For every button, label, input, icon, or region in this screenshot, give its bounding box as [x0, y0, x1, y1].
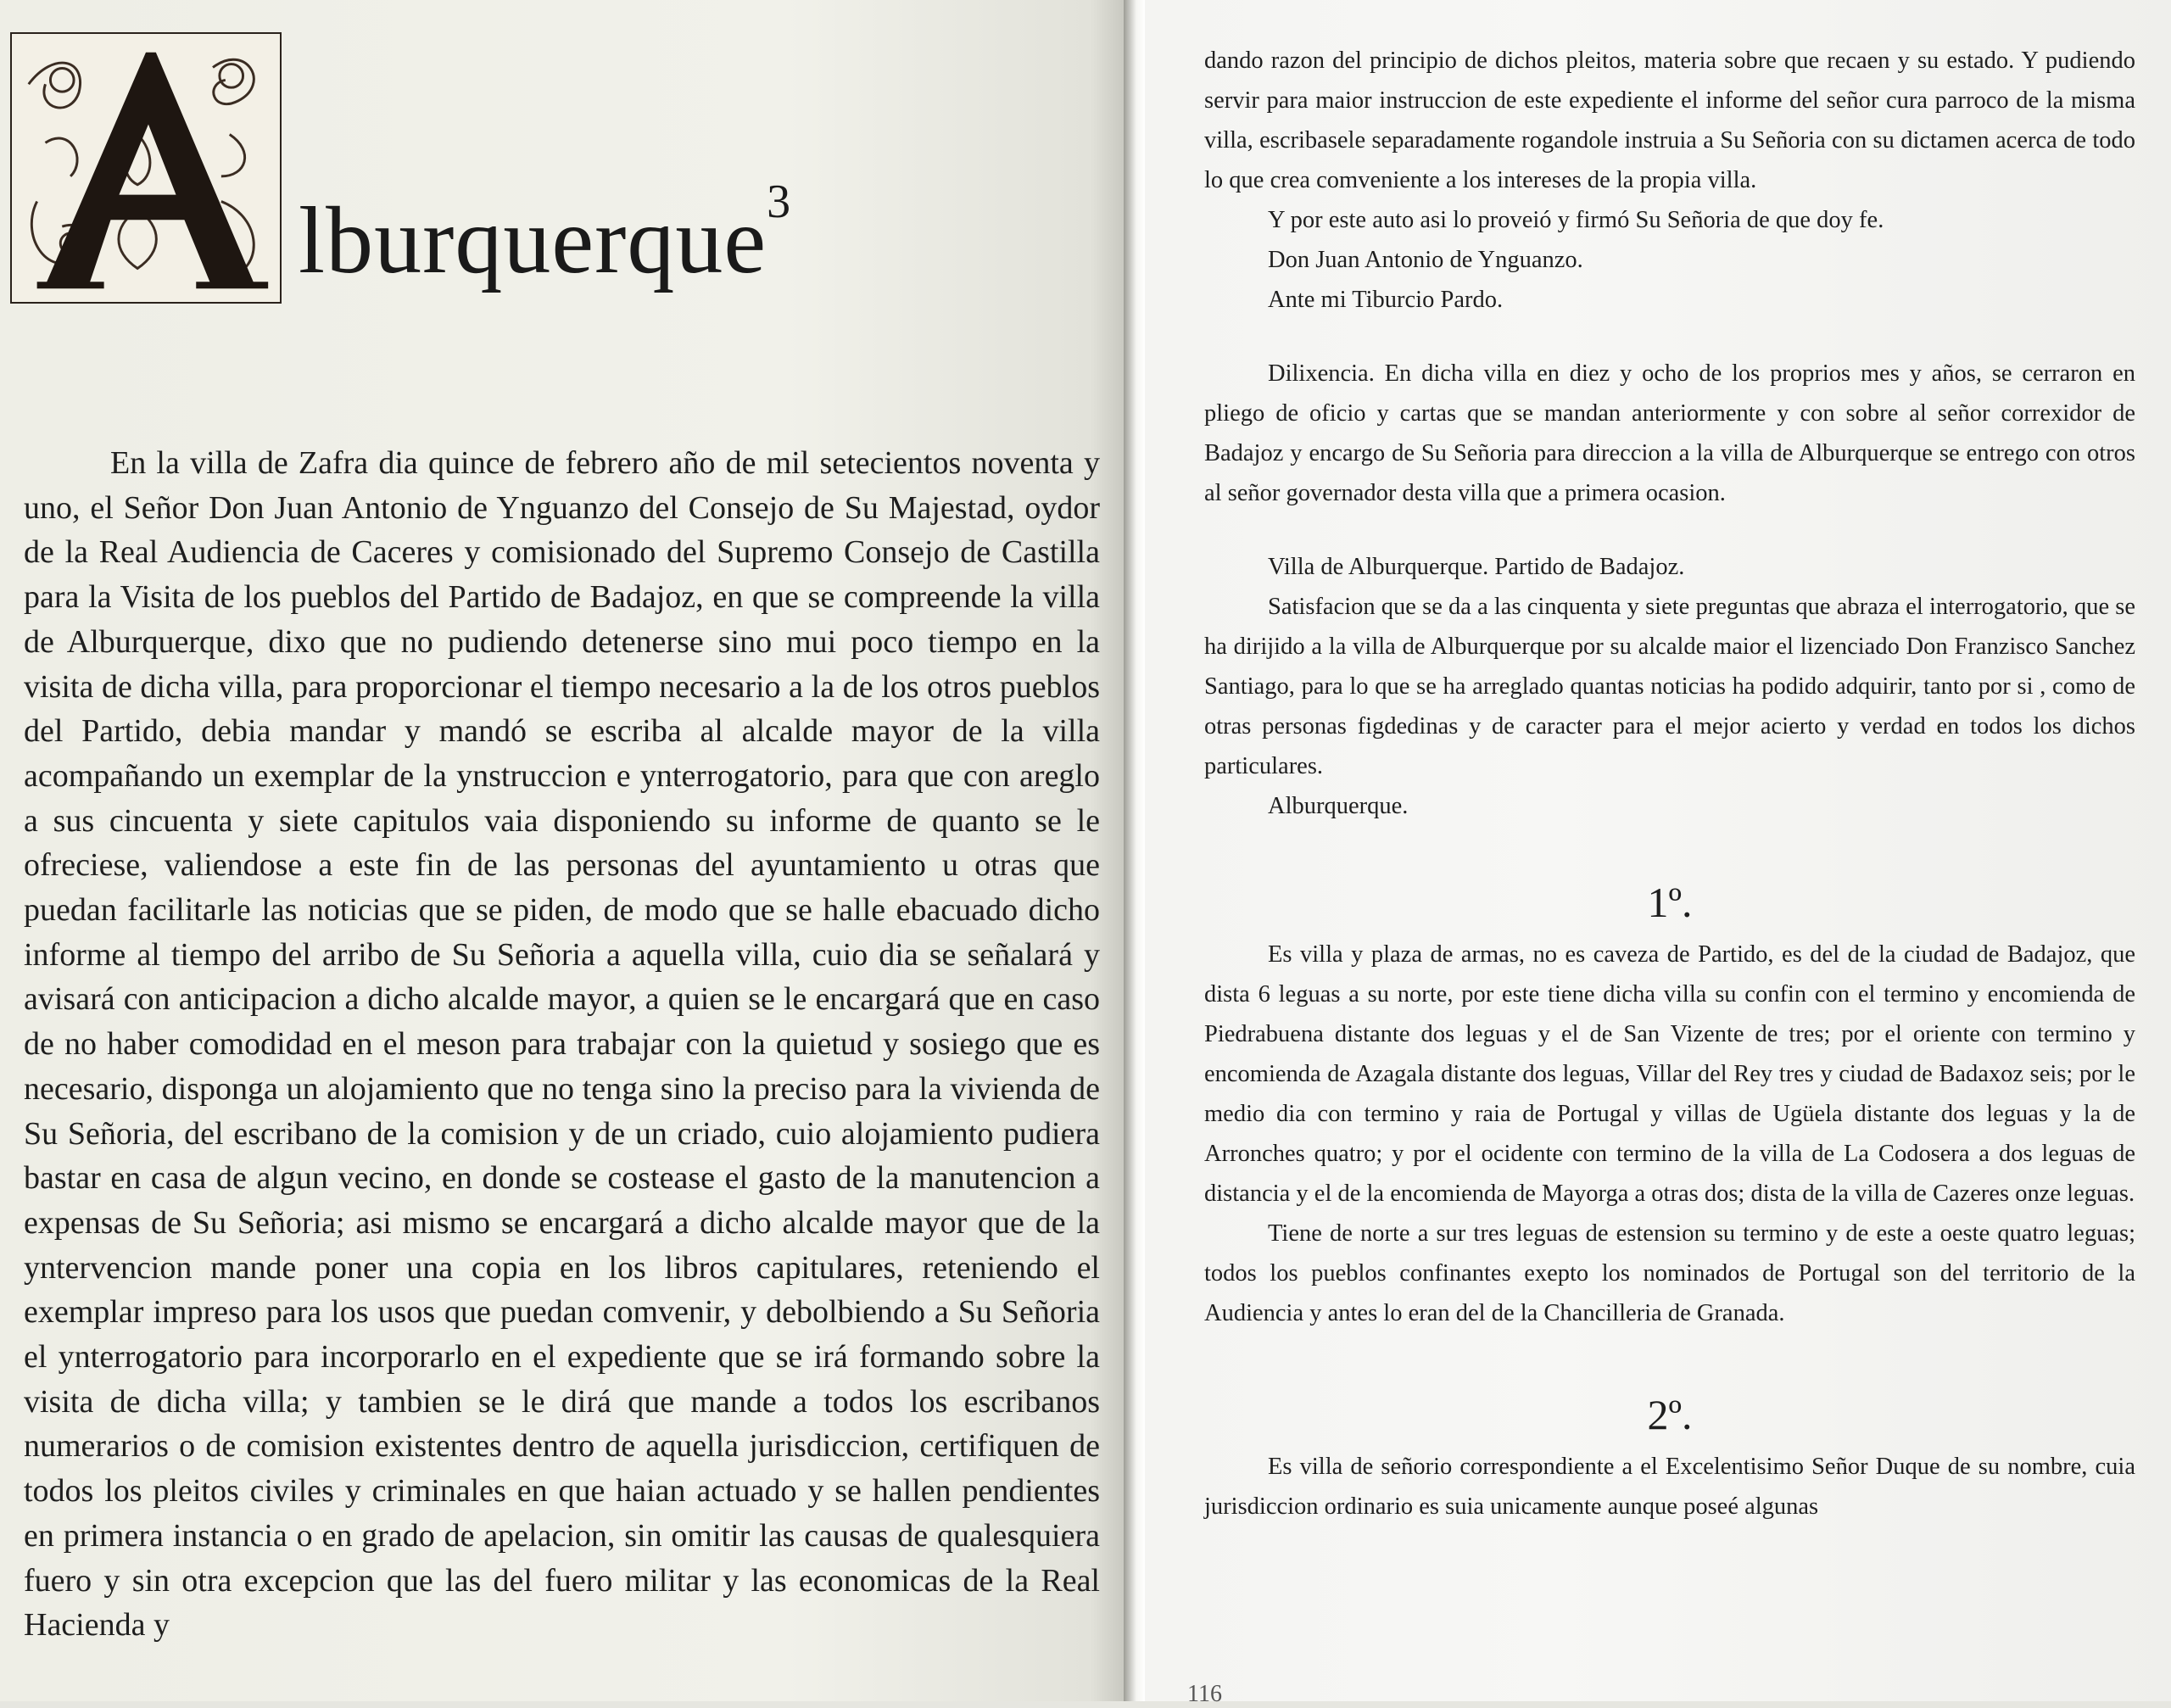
section-number: 1º.	[1647, 879, 1693, 926]
footnote-marker: 3	[767, 176, 792, 228]
signature-line: Don Juan Antonio de Ynguanzo.	[1268, 247, 1583, 273]
body-paragraph: En la villa de Zafra dia quince de febrero año de mil setecientos noventa y uno, el Señor Don Juan Antonio de Ynguanzo del Consejo de Su Majestad, oydor de la Real Audiencia de Caceres y comisionado del Supremo Consejo de Castilla para la Visita de los pueblos del Partido de Badajoz, en que se compreende la villa de Alburquerque, dixo que no pudiendo detenerse sino mui poco tiempo en la visita de dicha villa, para proporcionar el tiempo necesario a la de los otros pueblos del Partido, debia mandar y mandó se escriba al alcalde mayor de la villa acompañando un exemplar de la ynstruccion e ynterrogatorio, para que con areglo a sus cincuenta y siete capitulos vaia disponiendo su informe de quanto se le ofreciese, valiendose a este fin de las personas del ayuntamiento u otras que puedan facilitarle las noticias que se piden, de modo que se halle ebacuado dicho informe al tiempo del arribo de Su Señoria a aquella villa, cuio dia se señalará y avisará con anticipacion a dicho alcalde mayor, a quien se le encargará que en caso de no haber comodidad en el meson para trabajar con la quietud y sosiego que es necesario, disponga un alojamiento que no tenga sino la preciso para la vivienda de Su Señoria, del escribano de la comision y de un criado, cuio alojamiento pudiera bastar en casa de algun vecino, en donde se costease el gasto de la manutencion a expensas de Su Señoria; asi mismo se encargará a dicho alcalde mayor que de la yntervencion mande poner una copia en los libros capitulares, reteniendo el exemplar impreso para los usos que puedan comvenir, y debolbiendo a Su Señoria el ynterrogatorio para incorporarlo en el expediente que se irá formando sobre la visita de dicha villa; y tambien se le dirá que mande a todos los escribanos numerarios o de comision existentes dentro de aquella jurisdiccion, certifiquen de todos los pleitos civiles y criminales en que haian actuado y se hallen pendientes en primera instancia o en grado de apelacion, sin omitir las causas de qualesquiera fuero y sin otra excepcion que las del fuero militar y las economicas de la Real Hacienda y	[24, 445, 1100, 1644]
right-page	[1145, 0, 2171, 1707]
chapter-title: lburquerque$^3$	[299, 176, 792, 293]
page-number: 116	[1187, 1681, 1222, 1707]
paragraph-continuation: dando razon del principio de dichos pleitos, materia sobre que recaen y su estado. Y pudiendo servir para maior instruccion de este expediente el informe del señor cura parroco de la misma villa, escribasele separadamente rogandole instruia a Su Señoria con su dictamen acerca de todo lo que crea comveniente a los intereses de la propia villa.	[1204, 47, 2135, 193]
section-heading-line: Villa de Alburquerque. Partido de Badajoz.	[1268, 554, 1685, 580]
section-number: 2º.	[1647, 1391, 1693, 1438]
place-name-line: Alburquerque.	[1268, 793, 1409, 819]
auto-statement: Y por este auto asi lo proveió y firmó Su Señoria de que doy fe.	[1268, 207, 1884, 233]
diligence-paragraph: Dilixencia. En dicha villa en diez y ocho de los proprios mes y años, se cerraron en pliego de oficio y cartas que se mandan anteriormente y con sobre al señor correxidor de Badajoz y encargo de Su Señoria para direccion a la villa de Alburquerque se entrego con otros al señor governador desta villa que a primera ocasion.	[1204, 360, 2135, 506]
book-gutter	[1124, 0, 1145, 1701]
signature-line: Ante mi Tiburcio Pardo.	[1268, 287, 1504, 313]
answer-paragraph: Es villa y plaza de armas, no es caveza de Partido, es del de la ciudad de Badajoz, que dista 6 leguas a su norte, por este tiene dicha villa su confin con el termino y encomienda de Piedrabuena distante dos leguas y el de San Vizente de tres; por el oriente con termino y encomienda de Azagala distante dos leguas, Villar del Rey tres y ciudad de Badaxoz seis; por le medio dia con termino y raia de Portugal y villas de Ugüela distante dos leguas y la de Arronches quatro; y por el ocidente con termino de la villa de La Codosera a dos leguas de distancia y el de la encomienda de Mayorga a otras dos; dista de la villa de Cazeres onze leguas.	[1204, 941, 2135, 1207]
answer-paragraph: Tiene de norte a sur tres leguas de estension su termino y de este a oeste quatro leguas; todos los pueblos confinantes exepto los nominados de Portugal son del territorio de la Audiencia y antes lo eran del de la Chancilleria de Granada.	[1204, 1220, 2135, 1326]
ornate-initial-letter	[10, 32, 282, 304]
satisfaction-paragraph: Satisfacion que se da a las cinquenta y siete preguntas que abraza el interrogatorio, que se ha dirijido a la villa de Alburquerque por su alcalde maior el lizenciado Don Franzisco Sanchez Santiago, para lo que se ha arreglado quantas noticias ha podido adquirir, tanto por si , como de otras personas figdedinas y de caracter para el mejor acierto y verdad en todos los dichos particulares.	[1204, 594, 2135, 779]
answer-paragraph: Es villa de señorio correspondiente a el Excelentisimo Señor Duque de su nombre, cuia jurisdiccion ordinario es suia unicamente aunque poseé algunas	[1204, 1454, 2135, 1520]
